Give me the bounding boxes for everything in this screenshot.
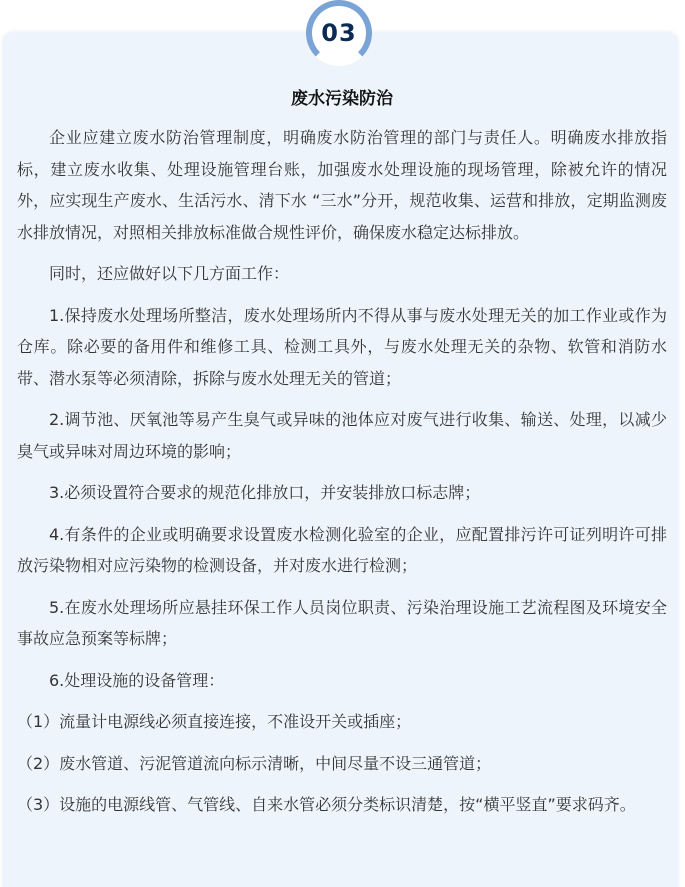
list-item-2: 2.调节池、厌氧池等易产生臭气或异味的池体应对废气进行收集、输送、处理，以减少臭气或异味对周边环境的影响； bbox=[17, 410, 667, 461]
list-item-4: 4.有条件的企业或明确要求设置废水检测化验室的企业，应配置排污许可证列明许可排放污染物相对应污染物的检测设备，并对废水进行检测； bbox=[17, 524, 667, 575]
sub-item-2: （2）废水管道、污泥管道流向标示清晰，中间尽量不设三通管道； bbox=[17, 753, 492, 773]
section-title: 废水污染防治 bbox=[291, 89, 393, 109]
list-item-5: 5.在废水处理场所应悬挂环保工作人员岗位职责、污染治理设施工艺流程图及环境安全事故应急预案等标牌； bbox=[17, 597, 667, 648]
lead-paragraph: 同时，还应做好以下几方面工作： bbox=[49, 264, 290, 283]
intro-paragraph: 企业应建立废水防治管理制度，明确废水防治管理的部门与责任人。明确废水排放指标，建立废水收集、处理设施管理台账，加强废水处理设施的现场管理，除被允许的情况外，应实现生产废水、生活污水、清下水 “三水”分开，规范收集、运营和排放，定期监测废水排放情况，对照相关排放标准做合规性评价，确保废水稳定达标排放。 bbox=[17, 128, 667, 242]
section-number: 03 bbox=[321, 19, 357, 47]
list-item-6: 6.处理设施的设备管理： bbox=[49, 670, 225, 690]
article-body bbox=[17, 84, 667, 831]
sub-item-3: （3）设施的电源线管、气管线、自来水管必须分类标识清楚，按“横平竖直”要求码齐。 bbox=[17, 795, 636, 814]
list-item-3: 3.必须设置符合要求的规范化排放口，并安装排放口标志牌； bbox=[49, 483, 481, 502]
list-item-1: 1.保持废水处理场所整洁，废水处理场所内不得从事与废水处理无关的加工作业或作为仓库。除必要的备用件和维修工具、检测工具外，与废水处理无关的杂物、软管和消防水带、潜水泵等必须清除，拆除与废水处理无关的管道； bbox=[17, 305, 667, 388]
section-badge bbox=[314, 8, 364, 58]
sub-item-1: （1）流量计电源线必须直接连接，不准设开关或插座； bbox=[17, 712, 412, 731]
